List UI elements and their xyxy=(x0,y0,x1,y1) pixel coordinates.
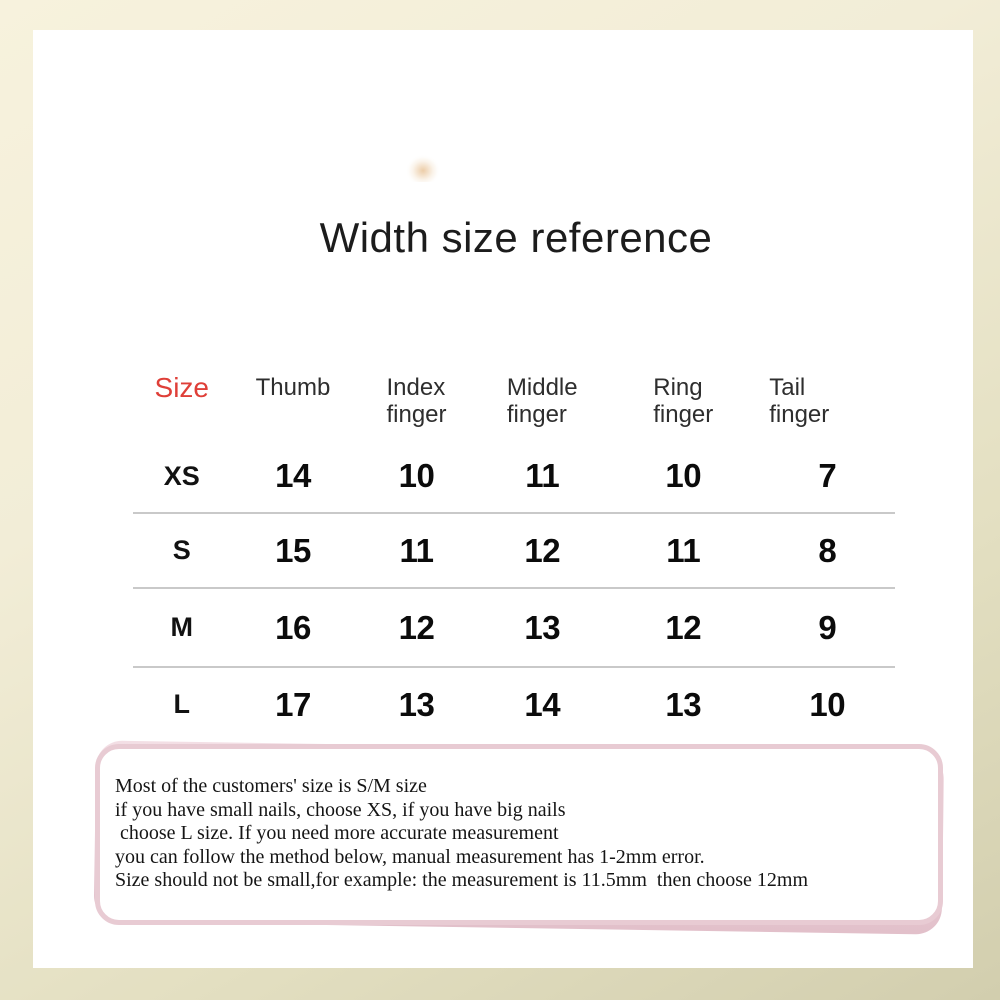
note-line-1: Most of the customers' size is S/M size xyxy=(115,775,427,797)
table-header-row xyxy=(133,360,895,440)
value-l-thumb: 17 xyxy=(275,685,311,723)
value-m-index: 12 xyxy=(398,608,435,646)
value-m-middle: 13 xyxy=(524,608,561,646)
note-line-2: if you have small nails, choose XS, if you have big nails xyxy=(115,798,566,821)
value-s-thumb: 15 xyxy=(275,531,311,569)
value-l-tail: 10 xyxy=(809,685,846,723)
value-l-index: 13 xyxy=(398,685,435,723)
column-header-tail-finger: Tail finger xyxy=(769,374,830,428)
table-row-xs xyxy=(133,440,895,514)
row-label-l: L xyxy=(173,689,190,719)
value-s-ring: 11 xyxy=(666,531,701,569)
value-m-ring: 12 xyxy=(665,608,702,646)
note-line-4: you can follow the method below, manual measurement has 1-2mm error. xyxy=(115,845,705,868)
size-table xyxy=(133,360,895,741)
row-label-xs: XS xyxy=(163,460,200,491)
value-m-tail: 9 xyxy=(818,608,837,646)
note-card-front xyxy=(95,744,943,925)
value-s-tail: 8 xyxy=(818,531,837,569)
column-header-index-finger: Index finger xyxy=(386,374,447,428)
table-row-m xyxy=(133,589,895,668)
note-line-3: choose L size. If you need more accurate measurement xyxy=(115,822,559,844)
page-title: Width size reference xyxy=(319,214,713,262)
value-xs-thumb: 14 xyxy=(275,457,311,494)
value-s-index: 11 xyxy=(399,531,434,569)
value-m-thumb: 16 xyxy=(275,608,311,646)
value-xs-tail: 7 xyxy=(818,457,837,494)
column-header-thumb: Thumb xyxy=(255,374,331,401)
row-label-m: M xyxy=(170,612,193,642)
note-line-5: Size should not be small,for example: the measurement is 11.5mm then choose 12mm xyxy=(115,869,809,891)
value-l-middle: 14 xyxy=(524,685,561,723)
value-xs-middle: 11 xyxy=(525,457,560,494)
value-xs-ring: 10 xyxy=(665,457,702,494)
row-label-s: S xyxy=(172,535,191,565)
table-row-l xyxy=(133,668,895,741)
table-row-s xyxy=(133,514,895,589)
value-l-ring: 13 xyxy=(665,685,702,723)
column-header-size: Size xyxy=(154,372,209,403)
value-s-middle: 12 xyxy=(524,531,561,569)
note-card xyxy=(95,744,943,925)
column-header-middle-finger: Middle finger xyxy=(506,374,578,428)
column-header-ring-finger: Ring finger xyxy=(653,374,714,428)
value-xs-index: 10 xyxy=(398,457,435,494)
